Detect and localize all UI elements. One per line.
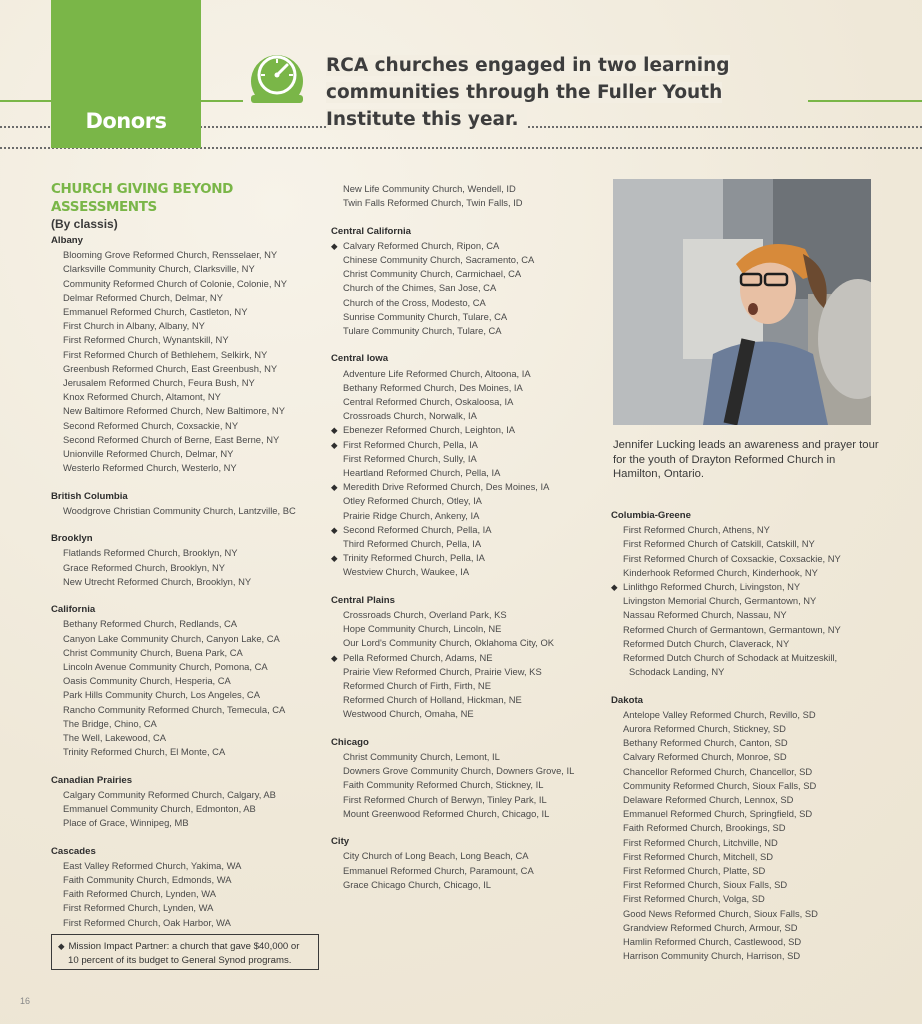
church-item: Place of Grace, Winnipeg, MB	[63, 817, 189, 829]
classis-heading: Columbia-Greene	[611, 510, 691, 521]
church-item: First Reformed Church, Sioux Falls, SD	[623, 879, 788, 891]
church-item: Tulare Community Church, Tulare, CA	[343, 325, 502, 337]
church-item: Chancellor Reformed Church, Chancellor, SD	[623, 765, 813, 777]
classis-group	[331, 594, 601, 722]
church-item: Hamlin Reformed Church, Castlewood, SD	[623, 936, 802, 948]
classis-heading: City	[331, 836, 350, 848]
church-item: Faith Community Reformed Church, Stickney, IL	[343, 779, 544, 791]
church-item: Faith Reformed Church, Lynden, WA	[63, 888, 217, 900]
classis-group	[331, 736, 601, 821]
classis-heading: Cascades	[51, 845, 96, 857]
classis-heading: Canadian Prairies	[51, 774, 133, 786]
church-item: Kinderhook Reformed Church, Kinderhook, NY	[623, 566, 818, 578]
church-item: Unionville Reformed Church, Delmar, NY	[63, 448, 234, 460]
church-item: First Reformed Church, Athens, NY	[623, 524, 770, 536]
classis-group	[51, 603, 321, 759]
church-item: Christ Community Church, Buena Park, CA	[63, 646, 243, 658]
church-list-column-3	[611, 509, 911, 978]
church-item: Bethany Reformed Church, Des Moines, IA	[343, 381, 523, 393]
church-item: Church of the Chimes, San Jose, CA	[343, 282, 497, 294]
church-item: Emmanuel Community Church, Edmonton, AB	[63, 803, 256, 815]
church-item: First Reformed Church, Platte, SD	[623, 865, 766, 877]
church-item: Emmanuel Reformed Church, Paramount, CA	[343, 864, 534, 876]
header-rule-left	[0, 100, 51, 102]
church-item: Prairie View Reformed Church, Prairie View, KS	[343, 665, 542, 677]
church-item: The Bridge, Chino, CA	[63, 717, 157, 729]
church-item: First Reformed Church, Mitchell, SD	[623, 850, 774, 862]
church-item: First Reformed Church of Coxsackie, Coxsackie, NY	[623, 552, 841, 564]
classis-group	[51, 845, 321, 930]
church-item: East Valley Reformed Church, Yakima, WA	[63, 859, 242, 871]
mission-impact-partner-legend: ◆ Mission Impact Partner: a church that gave $40,000 or 10 percent of its budget to General Synod programs.	[51, 934, 319, 970]
church-item: Church of the Cross, Modesto, CA	[343, 296, 486, 308]
church-item: Grace Reformed Church, Brooklyn, NY	[63, 561, 226, 573]
church-item-mission-impact-partner: ◆ Meredith Drive Reformed Church, Des Moines, IA	[331, 480, 601, 494]
classis-group	[51, 774, 321, 831]
church-item-mission-impact-partner: ◆ First Reformed Church, Pella, IA	[331, 438, 601, 452]
church-item: City Church of Long Beach, Long Beach, CA	[343, 850, 529, 862]
church-item: Delmar Reformed Church, Delmar, NY	[63, 291, 223, 303]
church-item: First Reformed Church of Berwyn, Tinley Park, IL	[343, 793, 547, 805]
speedometer-icon	[245, 45, 309, 109]
church-item: Harrison Community Church, Harrison, SD	[623, 950, 801, 962]
headline: RCA churches engaged in two learning communities through the Fuller Youth Institute this year.	[326, 55, 730, 130]
church-item: Adventure Life Reformed Church, Altoona, IA	[343, 367, 531, 379]
classis-heading: Central Plains	[331, 594, 395, 606]
church-item: Crossroads Church, Overland Park, KS	[343, 609, 507, 621]
church-item: Prairie Ridge Church, Ankeny, IA	[343, 509, 480, 521]
church-item: Reformed Dutch Church, Claverack, NY	[623, 637, 790, 649]
church-item: First Reformed Church, Sully, IA	[343, 452, 477, 464]
church-item: Christ Community Church, Lemont, IL	[343, 751, 500, 763]
church-item: Our Lord's Community Church, Oklahoma City, OK	[343, 637, 555, 649]
section-tab-label: Donors	[85, 109, 167, 133]
classis-group	[331, 352, 601, 579]
photo-jennifer-lucking	[613, 179, 871, 425]
church-item: Second Reformed Church, Coxsackie, NY	[63, 419, 239, 431]
church-item: Livingston Memorial Church, Germantown, NY	[623, 595, 817, 607]
church-list-column-2	[331, 182, 601, 906]
church-item: Blooming Grove Reformed Church, Rensselaer, NY	[63, 249, 278, 261]
church-item: First Reformed Church of Bethlehem, Selkirk, NY	[63, 348, 268, 360]
header-rule-right	[808, 100, 922, 102]
church-item: Rancho Community Reformed Church, Temecula, CA	[63, 703, 286, 715]
cascades-continued	[331, 182, 601, 210]
church-item: Delaware Reformed Church, Lennox, SD	[623, 794, 794, 806]
church-item: Third Reformed Church, Pella, IA	[343, 538, 482, 550]
church-item: Heartland Reformed Church, Pella, IA	[343, 467, 501, 479]
church-item: Faith Community Church, Edmonds, WA	[63, 874, 232, 886]
church-item: Grace Chicago Church, Chicago, IL	[343, 878, 491, 890]
church-item: First Reformed Church, Lynden, WA	[63, 902, 214, 914]
church-item: Reformed Church of Firth, Firth, NE	[343, 680, 491, 692]
classis-heading: Chicago	[331, 736, 369, 748]
church-item: Calvary Reformed Church, Monroe, SD	[623, 751, 787, 763]
classis-heading: Brooklyn	[51, 533, 93, 545]
church-item-mission-impact-partner: ◆ Pella Reformed Church, Adams, NE	[331, 651, 601, 665]
church-item: Antelope Valley Reformed Church, Revillo, SD	[623, 708, 816, 720]
church-item: Trinity Reformed Church, El Monte, CA	[63, 746, 226, 758]
church-item: Second Reformed Church of Berne, East Berne, NY	[63, 433, 280, 445]
church-item: Knox Reformed Church, Altamont, NY	[63, 391, 221, 403]
church-item: New Baltimore Reformed Church, New Baltimore, NY	[63, 405, 285, 417]
church-item: First Reformed Church, Volga, SD	[623, 893, 765, 905]
church-item: Canyon Lake Community Church, Canyon Lake, CA	[63, 632, 280, 644]
photo-illustration	[613, 179, 871, 425]
church-item: Flatlands Reformed Church, Brooklyn, NY	[63, 547, 238, 559]
church-item-mission-impact-partner: ◆ Second Reformed Church, Pella, IA	[331, 523, 601, 537]
church-item: Schodack Landing, NY	[629, 666, 725, 678]
church-item: Good News Reformed Church, Sioux Falls, SD	[623, 907, 818, 919]
classis-group	[611, 509, 911, 679]
church-item: The Well, Lakewood, CA	[63, 732, 167, 744]
church-item: First Reformed Church, Oak Harbor, WA	[63, 916, 231, 928]
church-item-mission-impact-partner: ◆ Linlithgo Reformed Church, Livingston, NY	[611, 580, 911, 594]
church-item: Lincoln Avenue Community Church, Pomona, CA	[63, 661, 268, 673]
diamond-icon: ◆	[58, 941, 65, 951]
church-item-mission-impact-partner: ◆ Trinity Reformed Church, Pella, IA	[331, 551, 601, 565]
section-tab	[51, 0, 201, 148]
church-item: Bethany Reformed Church, Redlands, CA	[63, 618, 238, 630]
church-item: Chinese Community Church, Sacramento, CA	[343, 254, 535, 265]
church-item: Reformed Church of Holland, Hickman, NE	[343, 694, 522, 706]
church-item: New Utrecht Reformed Church, Brooklyn, NY	[63, 575, 252, 587]
church-item: Faith Reformed Church, Brookings, SD	[623, 822, 786, 834]
church-item-mission-impact-partner: ◆ Calvary Reformed Church, Ripon, CA	[331, 239, 601, 253]
church-item: Reformed Dutch Church of Schodack at Muitzeskill,	[623, 652, 838, 664]
classis-group	[331, 225, 601, 339]
church-item: Nassau Reformed Church, Nassau, NY	[623, 609, 787, 621]
classis-heading: Dakota	[611, 694, 643, 706]
church-item: Jerusalem Reformed Church, Feura Bush, NY	[63, 377, 255, 389]
church-item: Central Reformed Church, Oskaloosa, IA	[343, 396, 514, 408]
church-item: Calgary Community Reformed Church, Calgary, AB	[63, 788, 276, 800]
classis-heading: Central California	[331, 225, 411, 237]
church-item: Westwood Church, Omaha, NE	[343, 708, 474, 720]
church-item: Crossroads Church, Norwalk, IA	[343, 410, 477, 422]
church-item: Greenbush Reformed Church, East Greenbush, NY	[63, 362, 278, 374]
church-item: Mount Greenwood Reformed Church, Chicago, IL	[343, 807, 550, 819]
church-item: First Reformed Church, Wynantskill, NY	[63, 334, 229, 346]
church-item: First Reformed Church of Catskill, Catskill, NY	[623, 538, 815, 550]
list-subtitle: (By classis)	[51, 217, 118, 231]
church-item-mission-impact-partner: ◆ Ebenezer Reformed Church, Leighton, IA	[331, 423, 601, 437]
list-title: CHURCH GIVING BEYOND ASSESSMENTS	[51, 181, 233, 215]
church-item: Westview Church, Waukee, IA	[343, 566, 470, 578]
church-list-column-1	[51, 180, 321, 944]
church-item: Oasis Community Church, Hesperia, CA	[63, 675, 231, 687]
church-item: Hope Community Church, Lincoln, NE	[343, 623, 502, 635]
church-item: Christ Community Church, Carmichael, CA	[343, 268, 522, 280]
page-number: 16	[20, 996, 31, 1006]
church-item: Woodgrove Christian Community Church, Lantzville, BC	[63, 504, 296, 516]
church-item: Sunrise Community Church, Tulare, CA	[343, 310, 508, 322]
church-item: Community Reformed Church of Colonie, Colonie, NY	[63, 277, 288, 289]
classis-group	[51, 490, 321, 518]
church-item: Emmanuel Reformed Church, Castleton, NY	[63, 306, 248, 318]
church-item: Westerlo Reformed Church, Westerlo, NY	[63, 462, 237, 474]
church-item: Aurora Reformed Church, Stickney, SD	[623, 723, 786, 735]
church-item: Twin Falls Reformed Church, Twin Falls, ID	[343, 197, 523, 209]
church-item: Community Reformed Church, Sioux Falls, SD	[623, 779, 817, 791]
church-item: Grandview Reformed Church, Armour, SD	[623, 921, 798, 933]
classis-group	[51, 234, 321, 475]
church-item: Emmanuel Reformed Church, Springfield, SD	[623, 808, 813, 820]
classis-heading: Albany	[51, 235, 83, 246]
classis-heading: California	[51, 604, 96, 616]
photo-caption: Jennifer Lucking leads an awareness and prayer tour for the youth of Drayton Reformed Church in Hamilton, Ontario.	[613, 439, 879, 481]
church-item: Park Hills Community Church, Los Angeles, CA	[63, 689, 260, 701]
classis-group	[611, 694, 911, 964]
church-item: Bethany Reformed Church, Canton, SD	[623, 737, 788, 749]
church-item: Downers Grove Community Church, Downers Grove, IL	[343, 765, 575, 777]
church-item: First Reformed Church, Litchville, ND	[623, 836, 778, 848]
classis-group	[331, 835, 601, 892]
classis-group	[51, 532, 321, 589]
header-rule-mid	[201, 100, 243, 102]
classis-heading: British Columbia	[51, 490, 128, 502]
classis-heading: Central Iowa	[331, 353, 389, 365]
church-item: Reformed Church of Germantown, Germantown, NY	[623, 623, 841, 635]
church-item: New Life Community Church, Wendell, ID	[343, 183, 516, 194]
church-item: First Church in Albany, Albany, NY	[63, 320, 205, 332]
church-item: Otley Reformed Church, Otley, IA	[343, 495, 482, 507]
church-item: Clarksville Community Church, Clarksville, NY	[63, 263, 255, 275]
